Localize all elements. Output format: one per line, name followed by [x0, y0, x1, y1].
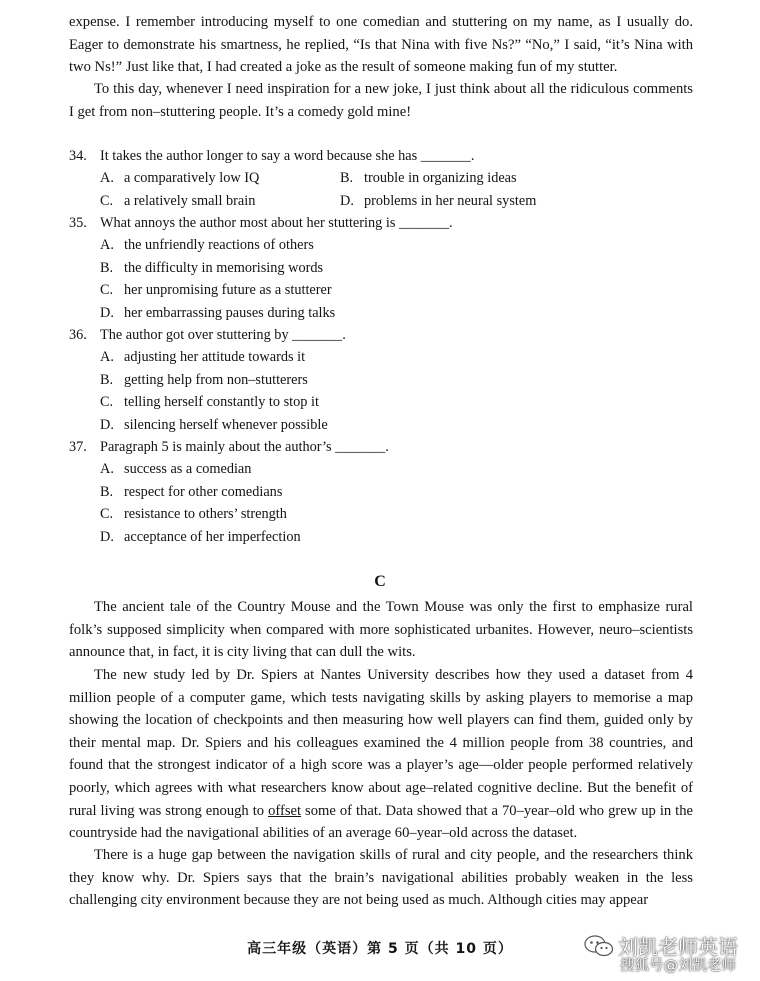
paragraph-text: The new study led by Dr. Spiers at Nantes University describes how they used a dataset from 4 million people of a computer game, which tests navigating skills by asking players to memorise a map showing the location of checkpoints and then measuring how well players can find them, guided only by their mental map. Dr. Spiers and his colleagues examined the 4 million people from 38 countries, and found that the strongest indicator of a high score was a player’s age—older people performed relatively poorly, which agrees with what researchers know about age–related cognitive decline. But the benefit of rural living was strong enough to: [69, 667, 693, 819]
option-letter: C.: [100, 282, 114, 299]
option-b[interactable]: [69, 369, 689, 391]
option-a[interactable]: [69, 458, 689, 480]
question-36: [69, 324, 689, 436]
options: [69, 234, 689, 324]
question-text: It takes the author longer to say a word because she has _______.: [100, 148, 475, 164]
option-text: problems in her neural system: [364, 192, 537, 209]
option-letter: A.: [100, 461, 114, 478]
option-letter: D.: [340, 192, 354, 209]
question-number: 37.: [69, 439, 87, 455]
option-d[interactable]: [69, 302, 689, 324]
question-number: 34.: [69, 148, 87, 164]
option-text: telling herself constantly to stop it: [124, 394, 319, 411]
option-d[interactable]: [69, 526, 689, 548]
option-text: her unpromising future as a stutterer: [124, 282, 332, 299]
option-b[interactable]: [309, 167, 517, 189]
option-letter: C.: [100, 506, 114, 523]
option-text: success as a comedian: [124, 461, 252, 478]
question-35: [69, 212, 689, 324]
option-letter: D.: [100, 528, 114, 545]
option-d[interactable]: [309, 190, 536, 212]
question-stem: [69, 212, 689, 234]
option-letter: A.: [100, 237, 114, 254]
option-text: the difficulty in memorising words: [124, 259, 324, 276]
option-a[interactable]: [69, 346, 689, 368]
option-text: silencing herself whenever possible: [124, 416, 328, 433]
option-letter: A.: [100, 170, 114, 187]
option-c[interactable]: [69, 503, 689, 525]
watermark-line-2: 搜狐号@刘凯老师: [620, 958, 736, 974]
paragraph-text: some of that. Data showed that a 70–year–old who grew up in the countryside had the navigational abilities of an average 60–year–old across the dataset.: [69, 802, 693, 842]
question-37: [69, 436, 689, 548]
option-text: resistance to others’ strength: [124, 506, 287, 523]
question-text: The author got over stuttering by _______.: [100, 327, 346, 343]
option-text: trouble in organizing ideas: [364, 170, 517, 187]
option-text: the unfriendly reactions of others: [124, 237, 314, 254]
option-d[interactable]: [69, 414, 689, 436]
option-text: adjusting her attitude towards it: [124, 349, 306, 366]
underlined-word: offset: [268, 802, 302, 819]
option-text: respect for other comedians: [124, 483, 283, 500]
section-c-title: C: [374, 573, 386, 590]
wechat-icon: [584, 934, 614, 963]
question-stem: [69, 145, 689, 167]
option-letter: B.: [340, 170, 354, 187]
option-text: a relatively small brain: [124, 192, 256, 209]
option-b[interactable]: [69, 481, 689, 503]
option-text: acceptance of her imperfection: [124, 528, 301, 545]
question-stem: [69, 436, 689, 458]
option-text: a comparatively low IQ: [124, 170, 260, 187]
question-stem: [69, 324, 689, 346]
question-34: [69, 145, 689, 212]
section-c-paragraph-3: There is a huge gap between the navigation skills of rural and city people, and the researchers think they know why. Dr. Spiers says that the brain’s navigational abilities probably weaken in the less challenging city environment because they are not being used as much. Although cities may appear: [69, 847, 693, 909]
option-c[interactable]: [69, 391, 689, 413]
question-text: Paragraph 5 is mainly about the author’s _______.: [100, 439, 389, 455]
option-letter: B.: [100, 371, 114, 388]
question-text: What annoys the author most about her stuttering is _______.: [100, 215, 453, 231]
options: [69, 346, 689, 436]
option-text: getting help from non–stutterers: [124, 371, 308, 388]
passage-b-paragraph-end: expense. I remember introducing myself to one comedian and stuttering on my name, as I usually do. Eager to demonstrate his smartness, he replied, “Is that Nina with five Ns?” “No,” I said, “it’s Nina with two Ns!” Just like that, I had created a joke as the result of someone making fun of my stutter.: [69, 14, 693, 76]
option-letter: D.: [100, 416, 114, 433]
option-letter: C.: [100, 192, 114, 209]
question-number: 35.: [69, 215, 87, 231]
option-letter: C.: [100, 394, 114, 411]
options: [69, 458, 689, 548]
option-letter: A.: [100, 349, 114, 366]
option-letter: B.: [100, 259, 114, 276]
passage-b-last-paragraph: To this day, whenever I need inspiration for a new joke, I just think about all the ridiculous comments I get from non–stuttering people. It’s a comedy gold mine!: [69, 81, 693, 120]
option-letter: D.: [100, 304, 114, 321]
option-a[interactable]: [69, 167, 309, 189]
option-a[interactable]: [69, 234, 689, 256]
page-footer: 高三年级（英语）第 5 页（共 10 页）: [247, 941, 513, 957]
section-c-paragraph-1: The ancient tale of the Country Mouse and the Town Mouse was only the first to emphasize rural folk’s supposed simplicity when compared with more sophisticated urbanites. However, neuro–scientists announce that, in fact, it is city living that can dull the wits.: [69, 599, 693, 661]
option-text: her embarrassing pauses during talks: [124, 304, 336, 321]
question-number: 36.: [69, 327, 87, 343]
option-c[interactable]: [69, 279, 689, 301]
option-c[interactable]: [69, 190, 309, 212]
option-letter: B.: [100, 483, 114, 500]
watermark-text: 刘凯老师英语: [618, 935, 738, 959]
options: [69, 167, 689, 212]
section-c-paragraph-2: [69, 664, 693, 845]
option-b[interactable]: [69, 257, 689, 279]
